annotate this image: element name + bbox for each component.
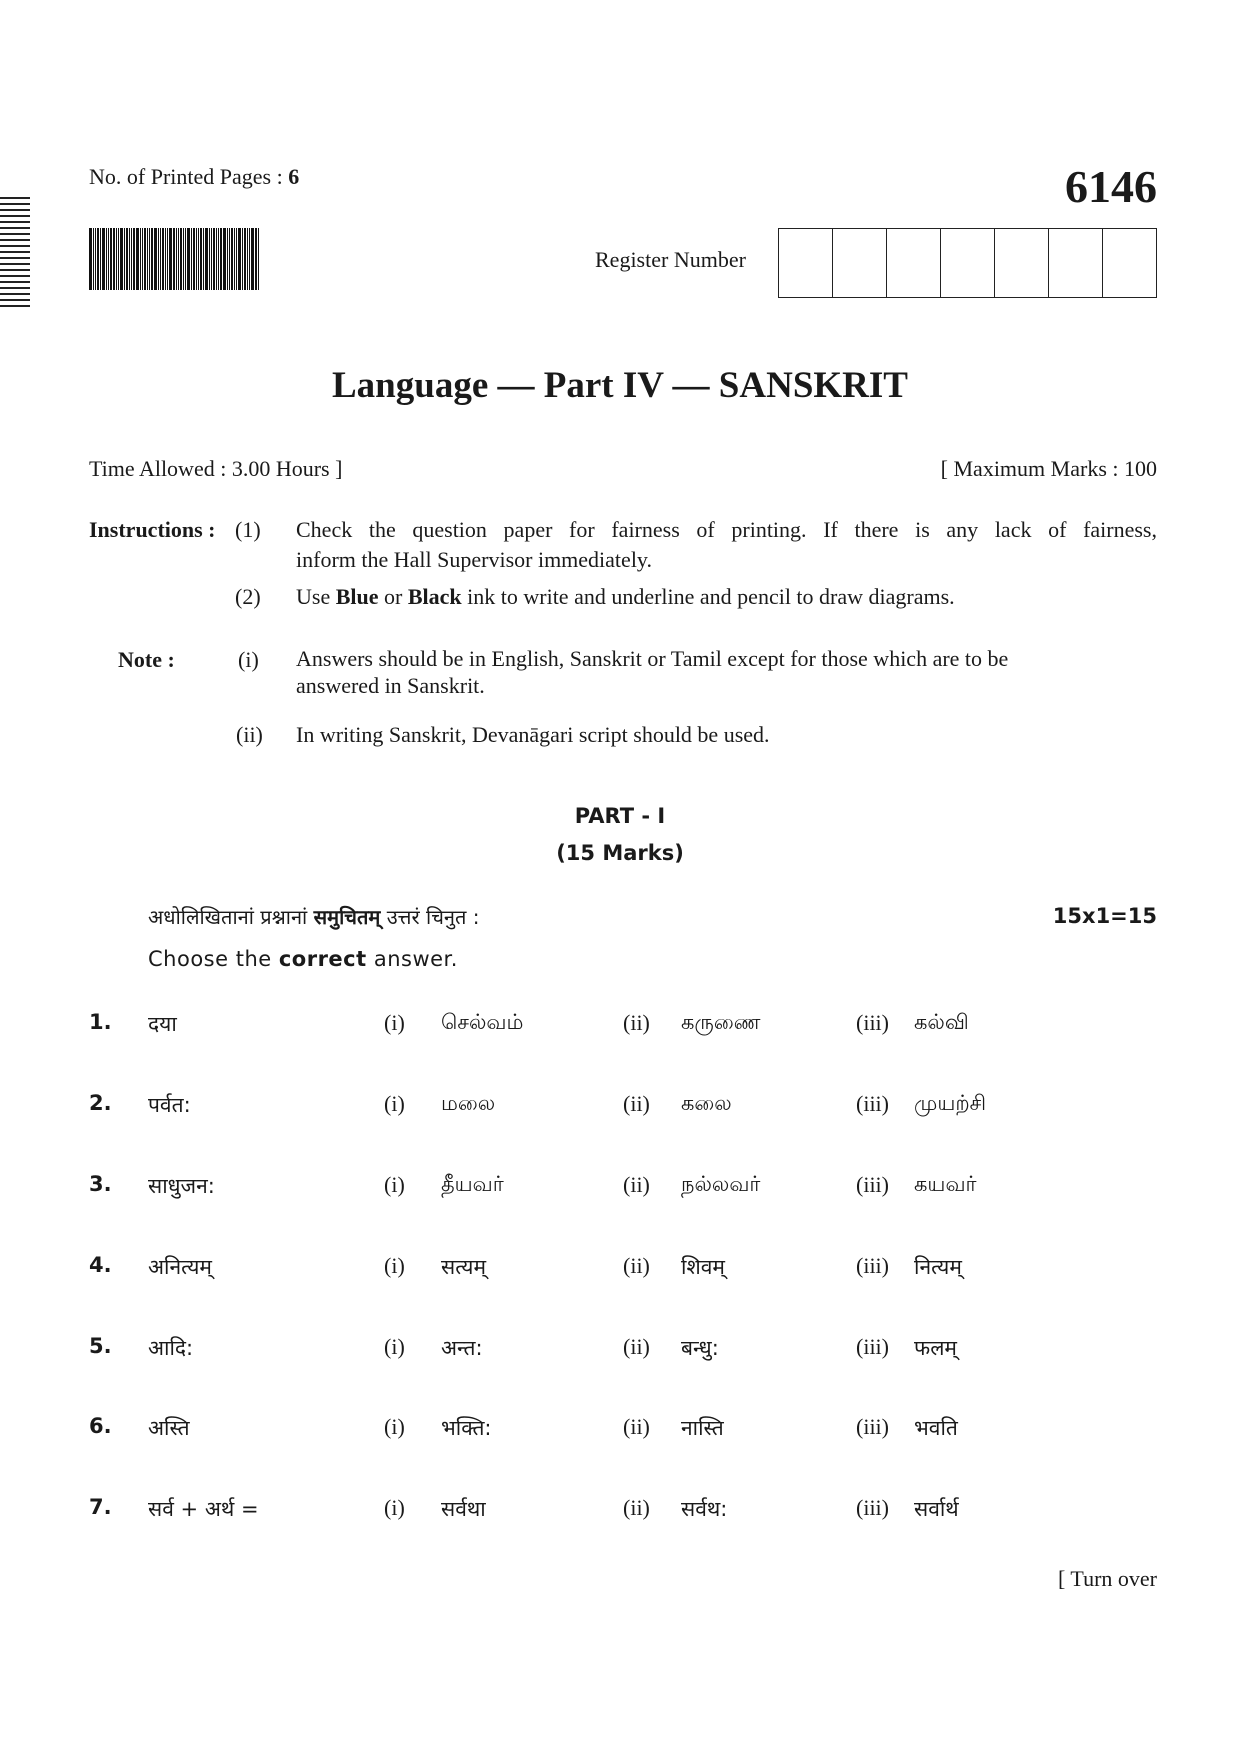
question-row (89, 1495, 1157, 1535)
question-row (89, 1010, 1157, 1050)
register-digit-box[interactable] (941, 229, 995, 297)
option-text[interactable]: सर्वथ: (681, 1497, 728, 1521)
question-number: 7. (89, 1495, 112, 1519)
directive-score: 15x1=15 (1052, 904, 1157, 928)
question-number: 4. (89, 1253, 112, 1277)
option-label: (ii) (623, 1172, 650, 1197)
option-text[interactable]: नास्ति (681, 1416, 724, 1440)
barcode-stripe (180, 228, 182, 290)
instruction-2-text (296, 582, 955, 612)
barcode-stripe (162, 228, 164, 290)
option-text[interactable]: தீயவர் (441, 1172, 504, 1196)
barcode-stripe (160, 228, 161, 290)
instruction-2-mid: or (378, 584, 408, 609)
note-2-num: (ii) (236, 722, 263, 747)
option-label: (iii) (856, 1253, 889, 1278)
barcode-stripe (191, 228, 192, 290)
option-label: (iii) (856, 1334, 889, 1359)
option-text[interactable]: सर्वथा (441, 1497, 486, 1521)
barcode-stripe (251, 228, 254, 290)
barcode-stripe (102, 228, 105, 290)
option-text[interactable]: भक्ति: (441, 1416, 492, 1440)
option-text[interactable]: भवति (914, 1416, 958, 1440)
printed-pages-value: 6 (288, 164, 300, 189)
directive-sanskrit-bold: समुचितम् (313, 905, 381, 929)
question-word: सर्व + अर्थ = (148, 1497, 259, 1521)
register-number-boxes[interactable] (778, 228, 1157, 298)
directive-english (148, 947, 458, 971)
option-text[interactable]: நல்லவர் (681, 1172, 761, 1196)
question-word: अस्ति (148, 1416, 190, 1440)
barcode-stripe (242, 228, 243, 290)
option-label: (i) (384, 1253, 405, 1278)
barcode-stripe (213, 228, 215, 290)
option-text[interactable]: கலை (681, 1091, 732, 1115)
question-number: 6. (89, 1414, 112, 1438)
barcode-stripe (176, 228, 177, 290)
instruction-2-post: ink to write and underline and pencil to draw diagrams. (461, 584, 955, 609)
part-title: PART - I (574, 804, 666, 828)
option-label: (iii) (856, 1414, 889, 1439)
register-digit-box[interactable] (995, 229, 1049, 297)
question-number: 5. (89, 1334, 112, 1358)
option-text[interactable]: முயற்சி (914, 1091, 987, 1115)
barcode-stripe (154, 228, 157, 290)
directive-sanskrit-post: उत्तरं चिनुत : (380, 905, 480, 929)
question-word: अनित्यम् (148, 1255, 212, 1279)
instruction-1-text (296, 515, 1157, 575)
barcode-stripe (244, 228, 246, 290)
maximum-marks: [ Maximum Marks : 100 (940, 456, 1157, 481)
register-digit-box[interactable] (887, 229, 941, 297)
barcode-stripe (220, 228, 222, 290)
barcode-stripe (211, 228, 212, 290)
barcode-stripe (142, 228, 143, 290)
directive-sanskrit-pre: अधोलिखितानां प्रश्नानां (148, 905, 314, 929)
option-label: (i) (384, 1010, 405, 1035)
barcode-stripe (95, 228, 96, 290)
question-word: आदि: (148, 1336, 194, 1360)
barcode-stripe (229, 228, 230, 290)
directive-english-bold: correct (278, 947, 367, 971)
option-label: (ii) (623, 1414, 650, 1439)
option-label: (iii) (856, 1091, 889, 1116)
instruction-2-num: (2) (235, 584, 261, 609)
paper-title: Language — Part IV — SANSKRIT (332, 365, 908, 406)
barcode-stripe (129, 228, 130, 290)
option-text[interactable]: மலை (441, 1091, 496, 1115)
barcode-stripe (118, 228, 119, 290)
barcode-stripe (133, 228, 135, 290)
barcode-stripe (147, 228, 148, 290)
barcode-stripe (236, 228, 237, 290)
question-word: दया (148, 1012, 177, 1036)
barcode-stripe (167, 228, 168, 290)
barcode-stripe (258, 228, 259, 290)
question-number: 2. (89, 1091, 112, 1115)
time-allowed: Time Allowed : 3.00 Hours ] (89, 456, 343, 481)
barcode-stripe (93, 228, 94, 290)
barcode-stripe (110, 228, 112, 290)
barcode-stripe (198, 228, 199, 290)
directive-sanskrit (148, 903, 480, 930)
question-number: 3. (89, 1172, 112, 1196)
question-word: पर्वत: (148, 1093, 191, 1117)
option-label: (i) (384, 1414, 405, 1439)
question-row (89, 1414, 1157, 1454)
note-1-line-1: Answers should be in English, Sanskrit or Tamil except for those which are to be (296, 646, 1009, 671)
option-label: (ii) (623, 1010, 650, 1035)
question-number: 1. (89, 1010, 112, 1034)
option-text[interactable]: फलम् (914, 1336, 957, 1360)
instruction-2-pre: Use (296, 584, 336, 609)
barcode-stripe (100, 228, 101, 290)
part-marks: (15 Marks) (556, 841, 684, 865)
printed-pages-label: No. of Printed Pages : (89, 164, 289, 189)
question-row (89, 1172, 1157, 1212)
option-label: (i) (384, 1495, 405, 1520)
instruction-1-num: (1) (235, 517, 261, 542)
barcode-stripe (200, 228, 202, 290)
paper-code: 6146 (1065, 161, 1157, 212)
barcode-stripe (113, 228, 115, 290)
barcode-stripe (97, 228, 99, 290)
register-digit-box[interactable] (1103, 229, 1156, 297)
barcode-stripe (218, 228, 219, 290)
barcode (89, 228, 339, 290)
question-word: साधुजन: (148, 1174, 215, 1198)
barcode-stripe (89, 228, 92, 290)
barcode-stripe (178, 228, 179, 290)
option-text[interactable]: கயவர் (914, 1172, 977, 1196)
option-label: (i) (384, 1334, 405, 1359)
barcode-stripe (169, 228, 172, 290)
question-row (89, 1253, 1157, 1293)
barcode-stripe (187, 228, 190, 290)
instruction-1-line-2: inform the Hall Supervisor immediately. (296, 547, 652, 572)
option-label: (i) (384, 1091, 405, 1116)
option-label: (i) (384, 1172, 405, 1197)
barcode-stripe (126, 228, 128, 290)
barcode-stripe (205, 228, 208, 290)
register-digit-box[interactable] (779, 229, 833, 297)
option-label: (ii) (623, 1495, 650, 1520)
register-digit-box[interactable] (833, 229, 887, 297)
barcode-stripe (185, 228, 186, 290)
barcode-stripe (209, 228, 210, 290)
turn-over: [ Turn over (1057, 1566, 1157, 1591)
barcode-stripe (249, 228, 250, 290)
option-label: (ii) (623, 1091, 650, 1116)
printed-pages (89, 164, 299, 190)
barcode-stripe (255, 228, 257, 290)
option-text[interactable]: கல்வி (914, 1010, 969, 1034)
option-text[interactable]: सत्यम् (441, 1255, 487, 1279)
option-label: (iii) (856, 1010, 889, 1035)
barcode-stripe (108, 228, 109, 290)
barcode-stripe (231, 228, 233, 290)
barcode-stripe (158, 228, 159, 290)
option-text[interactable]: बन्धु: (681, 1336, 719, 1360)
note-1-line-2: answered in Sanskrit. (296, 673, 485, 698)
question-row (89, 1334, 1157, 1374)
option-text[interactable]: शिवम् (681, 1255, 725, 1279)
barcode-stripe (124, 228, 125, 290)
option-label: (iii) (856, 1495, 889, 1520)
question-row (89, 1091, 1157, 1131)
option-text[interactable]: செல்வம் (441, 1010, 524, 1034)
option-text[interactable]: सर्वार्थ (914, 1497, 959, 1521)
option-label: (iii) (856, 1172, 889, 1197)
barcode-stripe (223, 228, 226, 290)
barcode-stripe (234, 228, 235, 290)
option-text[interactable]: கருணை (681, 1010, 761, 1034)
barcode-stripe (149, 228, 150, 290)
barcode-stripe (216, 228, 217, 290)
barcode-stripe (140, 228, 141, 290)
barcode-stripe (173, 228, 175, 290)
barcode-stripe (131, 228, 132, 290)
barcode-stripe (165, 228, 166, 290)
option-label: (ii) (623, 1253, 650, 1278)
barcode-stripe (238, 228, 241, 290)
barcode-stripe (196, 228, 197, 290)
note-1-num: (i) (238, 647, 259, 672)
barcode-stripe (151, 228, 153, 290)
instructions-label: Instructions : (89, 517, 216, 542)
side-marker-bars (0, 197, 30, 311)
barcode-stripe (136, 228, 139, 290)
instruction-2-black: Black (407, 584, 462, 609)
option-text[interactable]: अन्त: (441, 1336, 483, 1360)
barcode-stripe (227, 228, 228, 290)
instruction-2-blue: Blue (335, 584, 379, 609)
barcode-stripe (183, 228, 184, 290)
option-label: (ii) (623, 1334, 650, 1359)
note-label: Note : (118, 647, 175, 672)
instruction-1-line-1: Check the question paper for fairness of printing. If there is any lack of fairness, (296, 517, 1157, 542)
directive-english-post: answer. (366, 947, 458, 971)
barcode-stripe (106, 228, 107, 290)
note-2-text: In writing Sanskrit, Devanāgari script should be used. (296, 722, 770, 747)
barcode-stripe (193, 228, 195, 290)
barcode-stripe (116, 228, 117, 290)
register-digit-box[interactable] (1049, 229, 1103, 297)
option-text[interactable]: नित्यम् (914, 1255, 962, 1279)
note-1-text (296, 645, 1008, 699)
barcode-stripe (120, 228, 123, 290)
barcode-stripe (247, 228, 248, 290)
register-number-label: Register Number (595, 247, 746, 272)
directive-english-pre: Choose the (148, 947, 279, 971)
barcode-stripe (203, 228, 204, 290)
barcode-stripe (144, 228, 146, 290)
